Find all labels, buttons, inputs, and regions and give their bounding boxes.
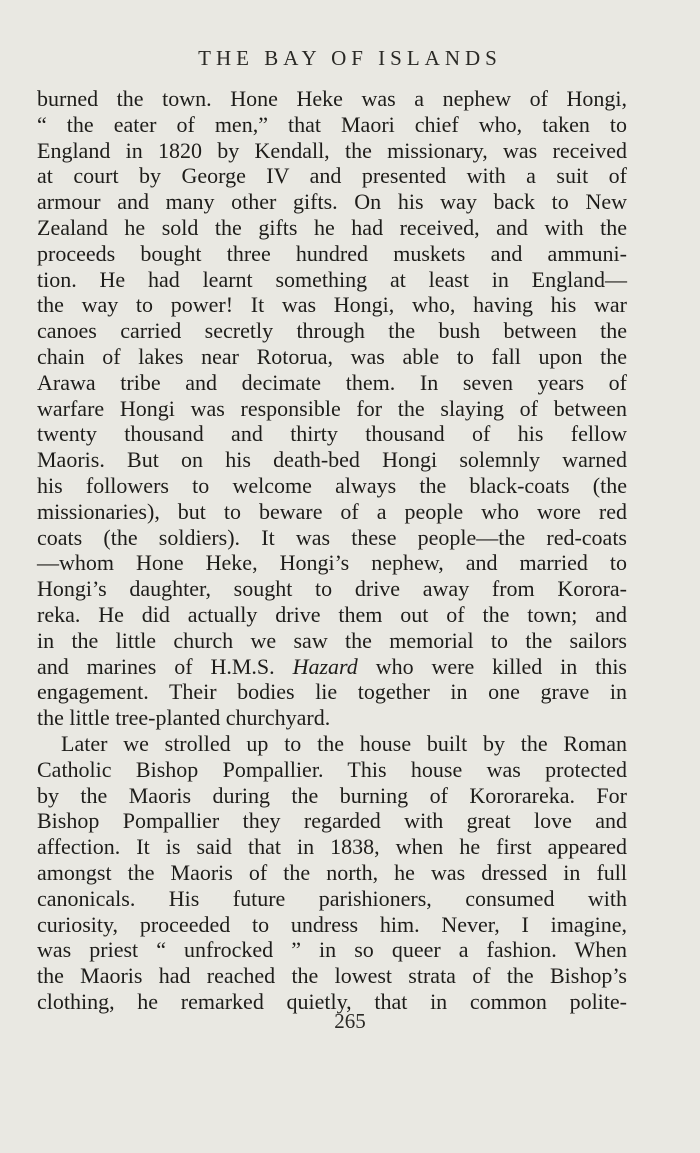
text-line-with-ship-name bbox=[37, 654, 627, 680]
page-number: 265 bbox=[334, 1009, 366, 1033]
text-segment: and marines of H.M.S. bbox=[37, 653, 293, 679]
paragraph-first-line: Later we strolled up to the house built by the Roman bbox=[61, 730, 627, 756]
text-line: engagement. Their bodies lie together in one grave in bbox=[37, 679, 627, 705]
text-line: his followers to welcome always the black-coats (the bbox=[37, 472, 627, 498]
body-text bbox=[37, 86, 627, 1015]
text-line: —whom Hone Heke, Hongi’s nephew, and married to bbox=[37, 550, 627, 576]
paragraph-end-line: the little tree-planted churchyard. bbox=[37, 705, 331, 731]
text-line: Maoris. But on his death-bed Hongi solemnly warned bbox=[37, 447, 627, 473]
text-line: Zealand he sold the gifts he had received, and with the bbox=[37, 214, 627, 240]
text-segment: who were killed in this bbox=[357, 653, 627, 679]
text-line: coats (the soldiers). It was these people—the red-coats bbox=[37, 524, 627, 550]
text-line: the Maoris had reached the lowest strata of the Bishop’s bbox=[37, 963, 627, 989]
text-line: Catholic Bishop Pompallier. This house was protected bbox=[37, 756, 627, 782]
text-line: Bishop Pompallier they regarded with great love and bbox=[37, 808, 627, 834]
text-line: clothing, he remarked quietly, that in common polite- bbox=[37, 988, 627, 1014]
text-line: at court by George IV and presented with a suit of bbox=[37, 163, 627, 189]
ship-name: Hazard bbox=[292, 653, 358, 679]
text-line: chain of lakes near Rotorua, was able to fall upon the bbox=[37, 343, 627, 369]
text-line: amongst the Maoris of the north, he was dressed in full bbox=[37, 859, 627, 885]
text-line: “ the eater of men,” that Maori chief who, taken to bbox=[37, 111, 627, 137]
text-line: missionaries), but to beware of a people who wore red bbox=[37, 498, 627, 524]
text-line: proceeds bought three hundred muskets and ammuni- bbox=[37, 240, 627, 266]
text-line: Hongi’s daughter, sought to drive away from Korora- bbox=[37, 576, 627, 602]
text-line: tion. He had learnt something at least in England— bbox=[37, 266, 627, 292]
text-line: England in 1820 by Kendall, the missionary, was received bbox=[37, 137, 627, 163]
text-line: in the little church we saw the memorial to the sailors bbox=[37, 627, 627, 653]
running-head: THE BAY OF ISLANDS bbox=[198, 46, 502, 70]
text-line: canoes carried secretly through the bush between the bbox=[37, 318, 627, 344]
text-line: warfare Hongi was responsible for the slaying of between bbox=[37, 395, 627, 421]
text-line: affection. It is said that in 1838, when he first appeared bbox=[37, 834, 627, 860]
text-line: curiosity, proceeded to undress him. Never, I imagine, bbox=[37, 911, 627, 937]
text-line: by the Maoris during the burning of Kororareka. For bbox=[37, 782, 627, 808]
text-line: burned the town. Hone Heke was a nephew of Hongi, bbox=[37, 86, 627, 111]
text-line: the way to power! It was Hongi, who, having his war bbox=[37, 292, 627, 318]
text-line: Arawa tribe and decimate them. In seven years of bbox=[37, 369, 627, 395]
text-line: twenty thousand and thirty thousand of his fellow bbox=[37, 421, 627, 447]
text-line: reka. He did actually drive them out of the town; and bbox=[37, 601, 627, 627]
text-line: armour and many other gifts. On his way back to New bbox=[37, 189, 627, 215]
text-line: canonicals. His future parishioners, consumed with bbox=[37, 885, 627, 911]
text-line: was priest “ unfrocked ” in so queer a fashion. When bbox=[37, 937, 627, 963]
